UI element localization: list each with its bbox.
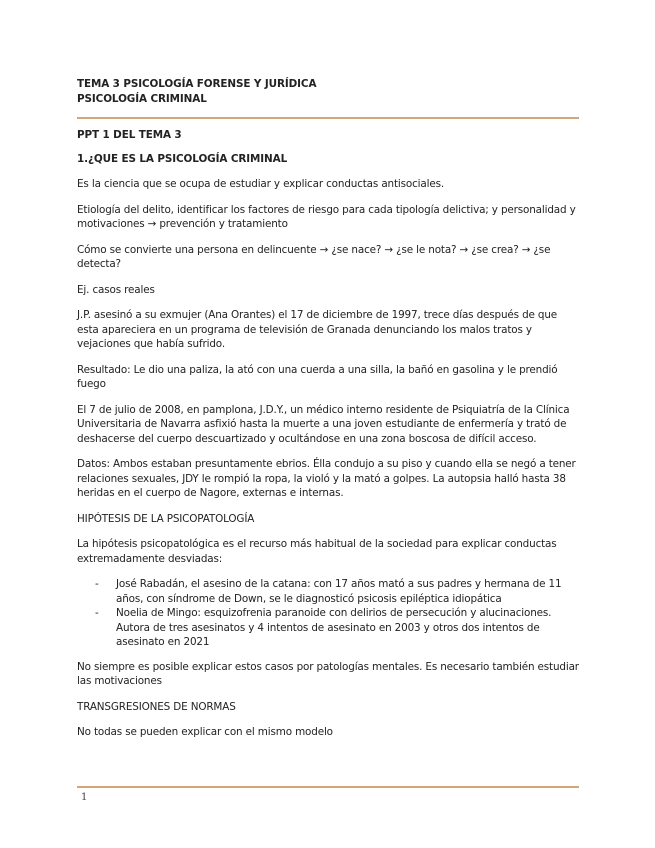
header-divider bbox=[77, 117, 579, 119]
paragraph-case-jp: J.P. asesinó a su exmujer (Ana Orantes) el 17 de diciembre de 1997, trece días después de que esta apareciera en un programa de televisión de Granada denunciando los malos tratos y vejaciones que había sufrido. bbox=[77, 309, 558, 350]
list-item bbox=[95, 606, 579, 650]
paragraph-after-list: No siempre es posible explicar estos casos por patologías mentales. Es necesario también estudiar las motivaciones bbox=[77, 660, 579, 687]
paragraph-case-jdy: El 7 de julio de 2008, en pamplona, J.D.Y., un médico interno residente de Psiquiatría de la Clínica Universitaria de Navarra asfixió hasta la muerte a una joven estudiante de enfermería y trató de deshacerse del cuerpo descuartizado y ocultándose en una zona boscosa de difícil acceso. bbox=[77, 403, 570, 445]
list-dash: - bbox=[95, 607, 99, 619]
document-title bbox=[77, 77, 579, 106]
paragraph-data: Datos: Ambos estaban presuntamente ebrios. Élla condujo a su piso y cuando ella se negó a tener relaciones sexuales, JDY le rompió la ropa, la violó y la mató a golpes. La autopsia halló hasta 38 heridas en el cuerpo de Nagore, externas e internas. bbox=[77, 458, 576, 499]
paragraph-definition: Es la ciencia que se ocupa de estudiar y explicar conductas antisociales. bbox=[77, 178, 445, 190]
list-dash: - bbox=[95, 578, 99, 590]
title-line-1: TEMA 3 PSICOLOGÍA FORENSE Y JURÍDICA bbox=[77, 78, 317, 90]
ppt-heading: PPT 1 DEL TEMA 3 bbox=[77, 129, 182, 141]
transgressions-title: TRANSGRESIONES DE NORMAS bbox=[77, 700, 236, 713]
list-item-text: José Rabadán, el asesino de la catana: con 17 años mató a sus padres y hermana de 11 años, con síndrome de Down, se le diagnosticó psicosis epiléptica idiopática bbox=[116, 578, 562, 605]
list-item-text: Noelia de Mingo: esquizofrenia paranoide con delirios de persecución y alucinaciones. Autora de tres asesinatos y 4 intentos de asesinato en 2003 y otros dos intentos de asesinato en 2021 bbox=[116, 607, 552, 648]
hypothesis-title: HIPÓTESIS DE LA PSICOPATOLOGÍA bbox=[77, 512, 255, 525]
page-content bbox=[77, 77, 579, 751]
title-line-2: PSICOLOGÍA CRIMINAL bbox=[77, 92, 207, 105]
list-item bbox=[95, 577, 579, 606]
case-list bbox=[77, 577, 579, 650]
section-heading: 1.¿QUE ES LA PSICOLOGÍA CRIMINAL bbox=[77, 153, 288, 165]
paragraph-result: Resultado: Le dio una paliza, la ató con una cuerda a una silla, la bañó en gasolina y le prendió fuego bbox=[77, 363, 558, 390]
transgressions-text: No todas se pueden explicar con el mismo modelo bbox=[77, 726, 333, 738]
footer-divider bbox=[77, 786, 579, 788]
page-number: 1 bbox=[81, 792, 88, 803]
paragraph-questions: Cómo se convierte una persona en delincuente → ¿se nace? → ¿se le nota? → ¿se crea? → ¿se detecta? bbox=[77, 243, 551, 270]
hypothesis-intro: La hipótesis psicopatológica es el recurso más habitual de la sociedad para explicar conductas extremadamente desviadas: bbox=[77, 538, 557, 565]
paragraph-etiology: Etiología del delito, identificar los factores de riesgo para cada tipología delictiva; y personalidad y motivaciones → prevención y tratamiento bbox=[77, 203, 576, 230]
paragraph-examples: Ej. casos reales bbox=[77, 283, 155, 296]
